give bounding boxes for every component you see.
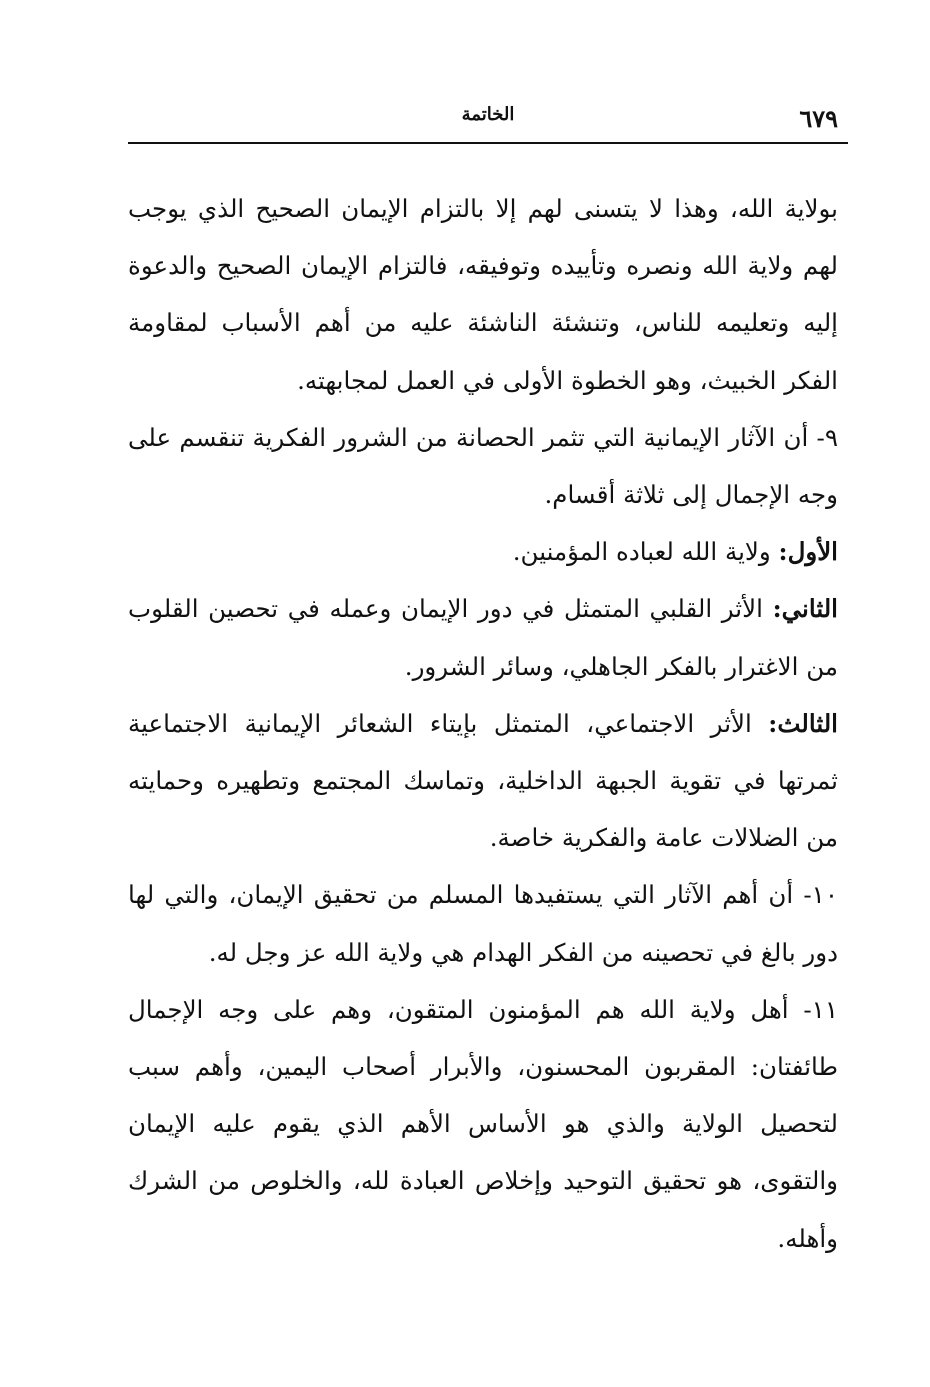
page-body: [128, 180, 838, 1267]
running-title: الخاتمة: [461, 104, 515, 125]
third-effect-label: الثالث:: [768, 708, 838, 738]
paragraph-point-10: ١٠- أن أهم الآثار التي يستفيدها المسلم من تحقيق الإيمان، والتي لها دور بالغ في تحصينه من الفكر الهدام هي ولاية الله عز وجل له.: [128, 880, 838, 967]
page-number: ٦٧٩: [799, 104, 838, 133]
paragraph-point-11: ١١- أهل ولاية الله هم المؤمنون المتقون، وهم على وجه الإجمال طائفتان: المقربون المحسنون، والأبرار أصحاب اليمين، وأهم سبب لتحصيل الولاية والذي هو الأساس الأهم الذي يقوم عليه الإيمان والتقوى، هو تحقيق التوحيد وإخلاص العبادة لله، والخلوص من الشرك وأهله.: [128, 994, 838, 1253]
second-effect-label: الثاني:: [772, 594, 838, 624]
paragraph-third-effect: [128, 695, 838, 867]
page-header: [128, 98, 848, 144]
third-effect-text: الأثر الاجتماعي، المتمثل بإيتاء الشعائر الإيمانية الاجتماعية ثمرتها في تقوية الجبهة الداخلية، وتماسك المجتمع وتطهيره وحمايته من الضلالات عامة والفكرية خاصة.: [128, 708, 838, 853]
first-effect-label: الأول:: [778, 537, 838, 567]
paragraph-first-effect: [128, 523, 838, 580]
paragraph-continuation: بولاية الله، وهذا لا يتسنى لهم إلا بالتزام الإيمان الصحيح الذي يوجب لهم ولاية الله ونصره وتأييده وتوفيقه، فالتزام الإيمان الصحيح والدعوة إليه وتعليمه للناس، وتنشئة الناشئة عليه من أهم الأسباب لمقاومة الفكر الخبيث، وهو الخطوة الأولى في العمل لمجابهته.: [128, 194, 838, 395]
paragraph-point-9: ٩- أن الآثار الإيمانية التي تثمر الحصانة من الشرور الفكرية تنقسم على وجه الإجمال إلى ثلاثة أقسام.: [128, 422, 838, 510]
paragraph-second-effect: [128, 580, 838, 694]
first-effect-text: ولاية الله لعباده المؤمنين.: [512, 537, 779, 567]
second-effect-text: الأثر القلبي المتمثل في دور الإيمان وعمله في تحصين القلوب من الاغترار بالفكر الجاهلي، وسائر الشرور.: [128, 594, 838, 681]
